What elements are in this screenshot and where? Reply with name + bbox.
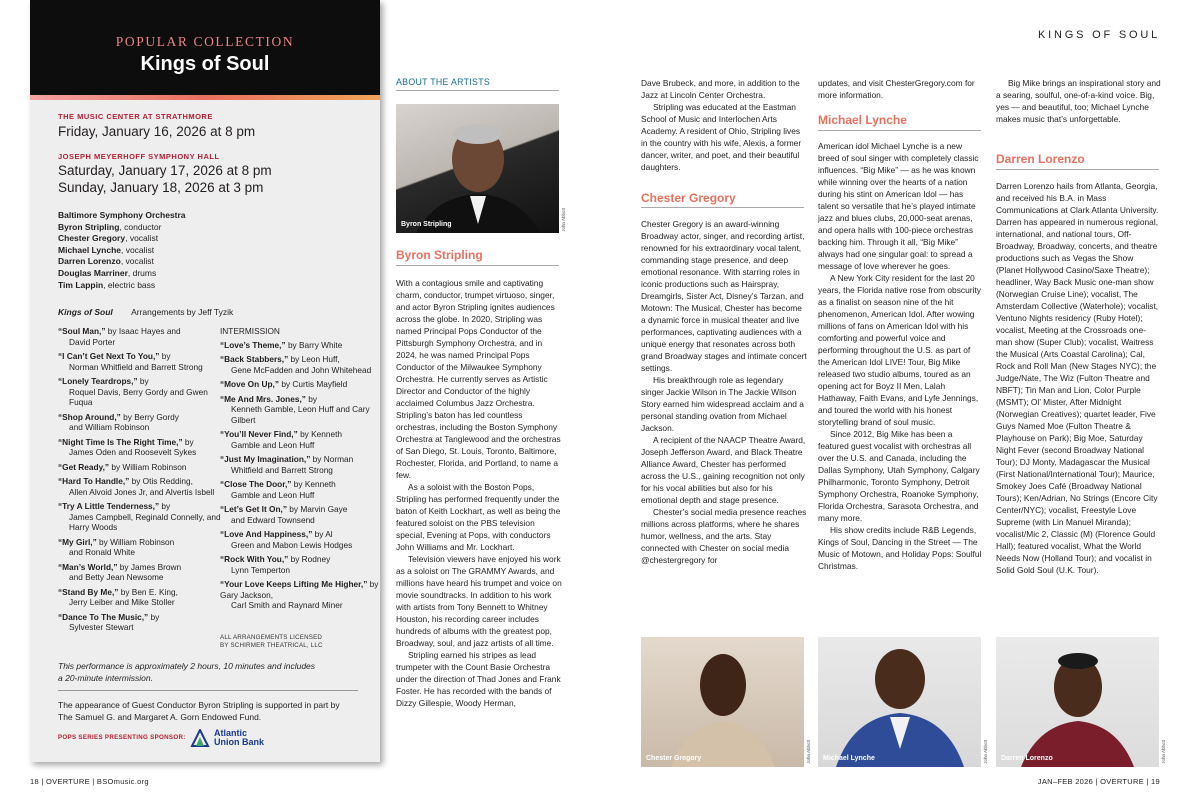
kos-title: Kings of Soul <box>58 307 113 317</box>
song-author: by <box>148 611 160 622</box>
paragraph: Since 2012, Big Mike has been a featured guest vocalist with orchestras all over the U.S. and Canada, including the Dallas Symphony, Utah Symphony, Calgary Philharmonic, Toronto Symphony, Detroit Symphony Orchestra, Roanoke Symphony, Florida Orchestra, Sarasota Orchestra, and many more. <box>818 429 980 523</box>
performer-name: Michael Lynche <box>58 244 121 255</box>
heading-rule <box>818 130 981 131</box>
byron-bio <box>396 277 562 709</box>
performer-role: , vocalist <box>120 256 154 267</box>
song-title: “Move On Up,” <box>220 379 280 389</box>
song-title: “Shop Around,” <box>58 411 121 422</box>
song-author: by Rodney <box>288 554 331 564</box>
chester-caption: Chester Gregory <box>646 755 702 762</box>
song-author-cont: Gamble and Leon Huff <box>231 439 315 450</box>
paragraph: Chester Gregory is an award-winning Broadway actor, singer, and recording artist, renowned for his extraordinary vocal talent, commanding stage presence, and deep emotional resonance. With starring roles in iconic productions such as Hairspray, Dreamgirls, Sister Act, Disney’s Tarzan, and Motown: The Musical, Chester has become a dynamic force in musical theater and live performances, captivating audiences with a unique energy that resonates across both grand Broadway stages and intimate concert settings. <box>641 219 807 373</box>
heading-rule <box>996 169 1159 170</box>
song-author-cont: Kenneth Gamble, Leon Huff and Cary Gilbert <box>231 404 370 425</box>
song-author: by Kenneth <box>297 429 343 439</box>
darren-caption: Darren Lorenzo <box>1001 755 1053 762</box>
performer <box>58 280 186 292</box>
song-item <box>58 376 224 408</box>
song-item <box>58 537 224 558</box>
portrait-placeholder-icon <box>996 637 1159 767</box>
michael-photo <box>818 637 981 767</box>
song-author-cont: Carl Smith and Raynard Miner <box>231 600 343 610</box>
program-panel <box>30 0 380 762</box>
song-title: “You’ll Never Find,” <box>220 429 298 439</box>
songs-right-list <box>220 340 380 611</box>
song-item <box>58 326 224 347</box>
photo-credit: John Abbott <box>983 740 988 764</box>
venue-strathmore: THE MUSIC CENTER AT STRATHMORE <box>58 112 213 121</box>
venue-meyerhoff: JOSEPH MEYERHOFF SYMPHONY HALL <box>58 152 220 161</box>
song-author: by Curtis Mayfield <box>279 379 348 389</box>
song-item <box>220 340 380 351</box>
song-author: by James Brown <box>117 561 182 572</box>
date-saturday: Saturday, January 17, 2026 at 8 pm <box>58 163 272 178</box>
song-author: by William Robinson <box>96 536 175 547</box>
heading-rule <box>641 207 804 208</box>
paragraph: Chester’s social media presence reaches millions across platforms, where he shares humor, wellness, and the arts. Stay connected with Chester on social media @chestergregory for <box>641 507 807 565</box>
photo-credit: John Abbott <box>561 208 566 232</box>
performer <box>58 222 186 234</box>
song-author-cont: Norman Whitfield and Barrett Strong <box>69 361 203 372</box>
performer-name: Baltimore Symphony Orchestra <box>58 210 186 220</box>
song-author-cont: Green and Mabon Lewis Hodges <box>231 539 353 550</box>
songs-left-column <box>58 326 224 637</box>
song-author-cont: Lynn Temperton <box>231 564 291 575</box>
song-author: by Kenneth <box>291 479 336 489</box>
song-author-cont: Sylvester Stewart <box>69 622 134 632</box>
performer <box>58 268 186 280</box>
song-title: “Just My Imagination,” <box>220 454 311 464</box>
song-item <box>220 429 380 450</box>
song-author: by Ben E. King, <box>118 586 178 597</box>
heading-rule <box>396 265 559 266</box>
song-item <box>220 479 380 500</box>
chester-bio <box>641 218 807 566</box>
paragraph: His breakthrough role as legendary singer Jackie Wilson in The Jackie Wilson Story earned him widespread acclaim and a personal standing ovation from Michael Jackson. <box>641 375 804 433</box>
song-title: “Man’s World,” <box>58 561 118 572</box>
song-item <box>220 554 380 575</box>
song-author-cont: Gamble and Leon Huff <box>231 489 315 500</box>
heading-darren: Darren Lorenzo <box>996 152 1085 166</box>
byron-bio-cont <box>641 77 807 173</box>
song-author: by <box>137 376 149 386</box>
song-title: “Dance To The Music,” <box>58 611 149 622</box>
heading-chester: Chester Gregory <box>641 191 736 205</box>
song-item <box>58 412 224 433</box>
paragraph: Dave Brubeck, and more, in addition to the Jazz at Lincoln Center Orchestra. <box>641 78 800 100</box>
song-title: “Close The Door,” <box>220 479 292 489</box>
song-title: “Lonely Teardrops,” <box>58 376 138 386</box>
song-item <box>220 354 380 375</box>
song-author: by <box>182 436 194 447</box>
performer <box>58 210 186 222</box>
song-title: “Love’s Theme,” <box>220 339 286 350</box>
song-item <box>58 462 224 473</box>
intermission-label: INTERMISSION <box>220 326 280 336</box>
support-note <box>58 700 358 723</box>
song-author-cont: and Ronald White <box>69 547 135 557</box>
performer-role: , vocalist <box>125 233 159 244</box>
song-author-cont: David Porter <box>69 336 116 347</box>
performer-name: Douglas Marriner <box>58 267 128 278</box>
song-author-cont: Allen Alvoid Jones Jr, and Alvertis Isbell <box>69 486 215 497</box>
song-title: “Me And Mrs. Jones,” <box>220 393 306 404</box>
song-item <box>220 579 380 611</box>
song-author: by <box>159 351 171 361</box>
song-author: by Berry Gordy <box>120 411 179 422</box>
song-item <box>220 394 380 426</box>
song-title: “Stand By Me,” <box>58 586 119 597</box>
license-line-2: BY SCHIRMER THEATRICAL, LLC <box>220 642 323 649</box>
michael-bio-cont <box>996 77 1162 125</box>
duration-note <box>58 661 358 684</box>
paragraph: American idol Michael Lynche is a new breed of soul singer with completely classic influences. “Big Mike” — as he was known while winning over the hearts of a nation during his stint on American Idol — has talent so versatile that he’s played intimate jazz and blues clubs, 20,000-seat arenas, and opera halls with 100-piece orchestras backing him. Through it all, “Big Mike” always had one singular goal: to spread a message of love wherever he goes. <box>818 141 979 271</box>
byron-caption: Byron Stripling <box>401 221 452 228</box>
song-item <box>58 351 224 372</box>
collection-label: POPULAR COLLECTION <box>115 34 295 49</box>
song-item <box>220 504 380 525</box>
michael-bio <box>818 140 984 572</box>
song-author-cont: Jerry Leiber and Mike Stoller <box>69 597 175 607</box>
song-item <box>220 454 380 475</box>
gradient-bar <box>30 95 380 100</box>
song-item <box>58 612 224 633</box>
sponsor-name <box>214 729 264 747</box>
performer-role: , vocalist <box>120 244 155 255</box>
performer-name: Byron Stripling <box>58 221 120 232</box>
song-author: by Al <box>312 529 333 539</box>
heading-michael: Michael Lynche <box>818 113 907 127</box>
about-rule <box>396 90 559 91</box>
sponsor-name-2: Union Bank <box>214 737 265 747</box>
license-note <box>220 634 323 650</box>
song-author-cont: and Betty Jean Newsome <box>69 572 164 582</box>
song-item <box>220 529 380 550</box>
song-author: by Gary Jackson, <box>220 579 379 600</box>
song-author: by Leon Huff, <box>288 354 340 364</box>
footer-right: JAN–FEB 2026 | OVERTURE | 19 <box>1037 777 1160 786</box>
paragraph: A New York City resident for the last 20 years, the Florida native rose from obscurity as a finalist on season nine of the hit phenomenon, American Idol. After wowing millions of fans on American Idol with his comforting and powerful voice and performing throughout the U.S. as part of the American Idol LIVE! Tour, Big Mike released two studio albums, toured as an opening act for Boyz II Men, Lalah Hathaway, Faith Evans, and Lyfe Jennings, and toured the world with his honest storytelling brand of soul music. <box>818 273 981 427</box>
paragraph: Television viewers have enjoyed his work as a soloist on The GRAMMY Awards, and millions have heard his trumpet and voice on movie soundtracks. In addition to his work with artists from Tony Bennett to Whitney Houston, his recording career includes hundreds of albums with the greatest pop, Broadway, soul, and jazz artists of all time. <box>396 554 562 648</box>
song-title: “Try A Little Tenderness,” <box>58 501 160 511</box>
chester-photo <box>641 637 804 767</box>
song-item <box>58 476 224 497</box>
heading-byron: Byron Stripling <box>396 248 483 262</box>
song-author-cont: Gene McFadden and John Whitehead <box>231 364 372 375</box>
performer-role: , conductor <box>119 221 162 232</box>
photo-credit: John Abbott <box>1161 740 1166 764</box>
portrait-placeholder-icon <box>641 637 804 767</box>
chester-bio-cont: updates, and visit ChesterGregory.com for more information. <box>818 78 975 100</box>
atlantic-union-bank-logo <box>190 729 210 747</box>
byron-photo <box>396 104 559 233</box>
portrait-placeholder-icon <box>396 104 559 233</box>
performer-name: Chester Gregory <box>58 233 126 244</box>
song-item <box>220 379 380 390</box>
song-author: by Otis Redding, <box>129 476 193 486</box>
song-author-cont: and William Robinson <box>69 422 150 432</box>
performer-name: Tim Lappin <box>58 279 104 290</box>
songs-right-column <box>220 326 380 615</box>
song-title: “Get Ready,” <box>58 461 110 472</box>
photo-credit: John Abbott <box>806 740 811 764</box>
support-line-2: The Samuel G. and Margaret A. Gorn Endowed Fund. <box>58 711 262 722</box>
michael-closing: Big Mike brings an inspirational story and a searing, soulful, one-of-a-kind voice. Big, yes — and beautiful, too; Michael Lynche makes music that’s unforgettable. <box>996 78 1161 124</box>
darren-bio <box>996 180 1162 576</box>
performer <box>58 256 186 268</box>
performer-name: Darren Lorenzo <box>58 256 121 267</box>
running-head: KINGS OF SOUL <box>1038 29 1160 41</box>
footer-left: 18 | OVERTURE | BSOmusic.org <box>30 777 149 786</box>
support-line-1: The appearance of Guest Conductor Byron Stripling is supported in part by <box>58 700 340 710</box>
song-author-cont: James Campbell, Reginald Connelly, and Harry Woods <box>69 511 221 532</box>
song-author: by <box>305 393 317 404</box>
darren-photo <box>996 637 1159 767</box>
song-item <box>58 437 224 458</box>
song-author: by Marvin Gaye <box>287 504 348 514</box>
song-author-cont: James Oden and Roosevelt Sykes <box>69 447 197 457</box>
performers-list <box>58 210 186 291</box>
duration-line-1: This performance is approximately 2 hours, 10 minutes and includes <box>58 661 316 671</box>
song-author: by William Robinson <box>109 461 187 472</box>
performer <box>58 245 186 257</box>
paragraph: Stripling was educated at the Eastman School of Music and Interlochen Arts Academy. A resident of Ohio, Stripling lives in the country with his wife, Alexis, a former dancer, writer, and poet, and their beautiful daughters. <box>641 102 802 172</box>
song-author: by <box>159 501 171 511</box>
sponsor-label: POPS SERIES PRESENTING SPONSOR: <box>58 734 186 741</box>
performer-role: , drums <box>127 267 157 278</box>
song-title: “Night Time Is The Right Time,” <box>58 436 183 447</box>
song-item <box>58 501 224 533</box>
kos-header <box>58 307 233 317</box>
portrait-placeholder-icon <box>818 637 981 767</box>
sponsor-name-1: Atlantic <box>214 728 248 738</box>
arrangements-credit: Arrangements by Jeff Tyzik <box>131 307 234 317</box>
song-title: “Soul Man,” <box>58 326 106 336</box>
song-title: “I Can’t Get Next To You,” <box>58 351 160 361</box>
paragraph: Stripling earned his stripes as lead trumpeter with the Count Basie Orchestra under the direction of Thad Jones and Frank Foster. He has recorded with the bands of Dizzy Gillespie, Woody Herman, <box>396 650 561 708</box>
about-artists-label: ABOUT THE ARTISTS <box>396 77 491 87</box>
divider <box>58 690 358 691</box>
program-header <box>30 0 380 95</box>
program-title: Kings of Soul <box>140 53 270 75</box>
song-title: “Hard To Handle,” <box>58 476 130 486</box>
date-friday: Friday, January 16, 2026 at 8 pm <box>58 124 256 139</box>
song-title: “My Girl,” <box>58 536 97 547</box>
song-title: “Your Love Keeps Lifting Me Higher,” <box>220 579 368 589</box>
song-author-cont: and Edward Townsend <box>231 514 315 525</box>
song-author: by Barry White <box>285 339 343 350</box>
paragraph: His show credits include R&B Legends, Kings of Soul, Dancing in the Street — The Music of Motown, and Holiday Pops: Soulful Christmas. <box>818 525 982 571</box>
duration-line-2: a 20-minute intermission. <box>58 672 153 683</box>
song-title: “Rock With You,” <box>220 554 289 564</box>
performer-role: , electric bass <box>103 279 156 290</box>
paragraph: With a contagious smile and captivating charm, conductor, trumpet virtuoso, singer, and actor Byron Stripling ignites audiences across the globe. In 2020, Stripling was named Principal Pops Conductor of the Pittsburgh Symphony Orchestra, and in 2024, he was named Principal Pops Conductor of the Milwaukee Symphony Orchestra. He currently serves as Artistic Director and Conductor of the highly acclaimed Columbus Jazz Orchestra. Stripling’s baton has led countless orchestras, including the Boston Symphony Orchestra at Tanglewood and the orchestras of San Diego, St. Louis, Toronto, Baltimore, Rochester, Florida, and Portland, to name a few. <box>396 278 561 480</box>
song-title: “Let’s Get It On,” <box>220 504 287 514</box>
song-item <box>58 587 224 608</box>
song-author: by Isaac Hayes and <box>105 326 181 336</box>
paragraph: A recipient of the NAACP Theatre Award, Joseph Jefferson Award, and Black Theatre Alliance Award, Chester has performed across the U.S., gaining recognition not only for his vocal abilities but also for his emotional depth and stage presence. <box>641 435 806 505</box>
song-author: by Norman <box>310 454 354 464</box>
license-line-1: ALL ARRANGEMENTS LICENSED <box>220 634 323 641</box>
song-item <box>58 562 224 583</box>
song-title: “Love And Happiness,” <box>220 529 313 539</box>
performer <box>58 233 186 245</box>
song-author-cont: Roquel Davis, Berry Gordy and Gwen Fuqua <box>69 386 208 407</box>
darren-bio-text: Darren Lorenzo hails from Atlanta, Georgia, and received his B.A. in Mass Communications at Clark Atlanta University. Darren has appeared in numerous regional, international, and national tours, Off-Broadway, Broadway, concerts, and theatre productions such as Vegas the Show (Planet Hollywood Casino/Saxe Theatre); headliner, Way Back Music one-man show (Norwegian Cruise Line); vocalist, The Amsterdam Collective (Waterhole); vocalist, Ventuno Nights residency (Ruby Hotel); vocalist, Meeting at the Crossroads one-man show (Super Club); vocalist, Waitress the Musical (Arts Coastal Carolina); Cal, Rock and Roll Man (New Stages NYC); the Judge/Nate, The Wiz (Fulton Theatre and NBFT); Tin Man and Lion, Color Purple (MSMT); Ol’ Mister, After Midnight (Norwegian Creatives); quartet leader, Five Guys Named Moe (Fulton Theatre & Playhouse on Park); Big Moe, Saturday Night Fever (second Broadway National Tour); DJ Monty, Madagascar the Musical (First National/International Tour); Maurice, Smokey Joes Café (Broadway National Tours); Ken/Adrian, No Strings (Encore City Center/NYC); vocalist, Freestyle Love Supreme (with Lin Manuel Miranda); vocalist/Mic 2, Classic (M) (Florence Gould Hall); featured vocalist, What the World Needs Now (Holland Tour); and vocalist in Solid Gold Soul (U.K. Tour). <box>996 181 1159 575</box>
song-title: “Back Stabbers,” <box>220 354 289 364</box>
michael-caption: Michael Lynche <box>823 755 875 762</box>
song-author-cont: Whitfield and Barrett Strong <box>231 464 333 475</box>
paragraph: As a soloist with the Boston Pops, Stripling has performed frequently under the baton of Keith Lockhart, as well as being the featured soloist on the PBS television special, Evening at Pops, with conductors John Williams and Mr. Lockhart. <box>396 482 561 552</box>
date-sunday: Sunday, January 18, 2026 at 3 pm <box>58 180 264 195</box>
